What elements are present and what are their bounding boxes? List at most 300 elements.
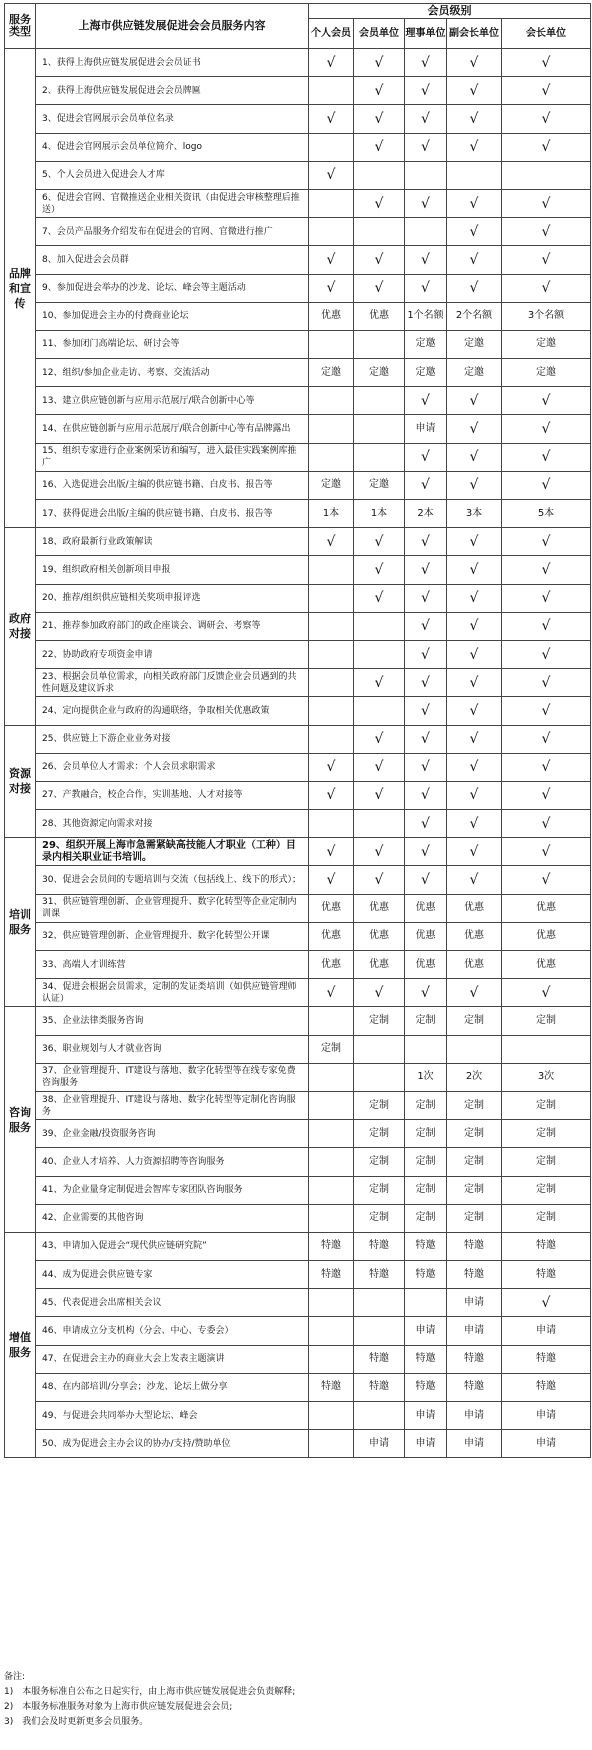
table-row xyxy=(5,471,591,499)
level-cell-president: 3个名额 xyxy=(502,302,591,330)
service-item-text: 37、企业管理提升、IT建设与落地、数字化转型等在线专家免费咨询服务 xyxy=(36,1063,309,1091)
table-row xyxy=(5,500,591,528)
level-cell-director: √ xyxy=(405,612,447,640)
service-item-text: 3、促进会官网展示会员单位名录 xyxy=(36,105,309,133)
level-cell-vice-president: 3本 xyxy=(447,500,502,528)
level-cell-director: √ xyxy=(405,838,447,866)
level-cell-personal: 特邀 xyxy=(309,1261,354,1289)
level-cell-vice-president xyxy=(447,1035,502,1063)
level-cell-member xyxy=(354,1317,405,1345)
level-cell-president: √ xyxy=(502,866,591,894)
level-cell-personal xyxy=(309,1317,354,1345)
level-cell-president: 优惠 xyxy=(502,951,591,979)
table-row xyxy=(5,1120,591,1148)
level-cell-director xyxy=(405,161,447,189)
table-row xyxy=(5,49,591,77)
level-cell-president: √ xyxy=(502,218,591,246)
service-item-text: 17、获得促进会出版/主编的供应链书籍、白皮书、报告等 xyxy=(36,500,309,528)
table-row xyxy=(5,1091,591,1119)
table-row xyxy=(5,77,591,105)
service-item-text: 21、推荐参加政府部门的政企座谈会、调研会、考察等 xyxy=(36,612,309,640)
level-cell-personal: 1本 xyxy=(309,500,354,528)
service-item-text: 46、申请成立分支机构（分会、中心、专委会） xyxy=(36,1317,309,1345)
level-cell-director: 定制 xyxy=(405,1204,447,1232)
level-cell-member: 优惠 xyxy=(354,302,405,330)
level-cell-president: 3次 xyxy=(502,1063,591,1091)
notes-title: 备注: xyxy=(4,1672,26,1682)
level-cell-personal xyxy=(309,443,354,471)
level-cell-president: √ xyxy=(502,725,591,753)
level-cell-vice-president: 定邀 xyxy=(447,359,502,387)
level-cell-member xyxy=(354,810,405,838)
level-cell-director xyxy=(405,1035,447,1063)
service-item-text: 47、在促进会主办的商业大会上发表主题演讲 xyxy=(36,1345,309,1373)
level-cell-personal xyxy=(309,1091,354,1119)
service-item-text: 43、申请加入促进会“现代供应链研究院” xyxy=(36,1232,309,1260)
level-cell-member: 定制 xyxy=(354,1091,405,1119)
level-cell-member: √ xyxy=(354,669,405,697)
service-item-text: 26、会员单位人才需求：个人会员求职需求 xyxy=(36,753,309,781)
level-cell-personal xyxy=(309,556,354,584)
level-cell-personal: √ xyxy=(309,753,354,781)
table-row xyxy=(5,979,591,1007)
level-cell-member xyxy=(354,218,405,246)
level-cell-personal xyxy=(309,1120,354,1148)
table-row xyxy=(5,810,591,838)
level-cell-member xyxy=(354,387,405,415)
level-cell-vice-president: 定制 xyxy=(447,1148,502,1176)
level-cell-member: 优惠 xyxy=(354,922,405,950)
level-cell-personal xyxy=(309,1402,354,1430)
level-cell-member: √ xyxy=(354,105,405,133)
level-cell-president: √ xyxy=(502,1289,591,1317)
level-cell-personal xyxy=(309,1063,354,1091)
level-cell-director: 定邀 xyxy=(405,359,447,387)
level-cell-director: 特邀 xyxy=(405,1261,447,1289)
level-cell-director: 特邀 xyxy=(405,1232,447,1260)
level-cell-member xyxy=(354,1063,405,1091)
category-cell: 培训服务 xyxy=(5,838,36,1007)
level-cell-president: √ xyxy=(502,387,591,415)
table-row xyxy=(5,1430,591,1458)
level-cell-vice-president: √ xyxy=(447,133,502,161)
service-item-text: 48、在内部培训/分享会；沙龙、论坛上做分享 xyxy=(36,1373,309,1401)
level-cell-president: 优惠 xyxy=(502,894,591,922)
service-item-text: 5、个人会员进入促进会人才库 xyxy=(36,161,309,189)
level-cell-personal: √ xyxy=(309,528,354,556)
service-item-text: 12、组织/参加企业走访、考察、交流活动 xyxy=(36,359,309,387)
table-row xyxy=(5,1035,591,1063)
level-cell-president: 定制 xyxy=(502,1176,591,1204)
level-cell-vice-president: 特邀 xyxy=(447,1345,502,1373)
level-cell-director: √ xyxy=(405,781,447,809)
level-cell-director: 优惠 xyxy=(405,922,447,950)
level-cell-vice-president: √ xyxy=(447,781,502,809)
level-cell-vice-president: √ xyxy=(447,612,502,640)
service-item-text: 31、供应链管理创新、企业管理提升、数字化转型等企业定制内训课 xyxy=(36,894,309,922)
level-cell-vice-president: 特邀 xyxy=(447,1232,502,1260)
level-cell-member: 申请 xyxy=(354,1430,405,1458)
level-cell-president: √ xyxy=(502,697,591,725)
service-item-text: 30、促进会会员间的专题培训与交流（包括线上、线下的形式）； xyxy=(36,866,309,894)
level-cell-president: 特邀 xyxy=(502,1261,591,1289)
level-cell-member: √ xyxy=(354,725,405,753)
service-item-text: 35、企业法律类服务咨询 xyxy=(36,1007,309,1035)
level-cell-member: √ xyxy=(354,979,405,1007)
level-cell-director: √ xyxy=(405,725,447,753)
level-cell-vice-president: 定制 xyxy=(447,1176,502,1204)
table-row xyxy=(5,922,591,950)
level-cell-president: √ xyxy=(502,49,591,77)
header-level-vice-president: 副会长单位 xyxy=(447,19,502,49)
level-cell-member: √ xyxy=(354,556,405,584)
level-cell-member: √ xyxy=(354,528,405,556)
level-cell-personal: √ xyxy=(309,838,354,866)
level-cell-director: √ xyxy=(405,471,447,499)
level-cell-director: 定制 xyxy=(405,1176,447,1204)
table-row xyxy=(5,1261,591,1289)
table-row xyxy=(5,1204,591,1232)
level-cell-director: √ xyxy=(405,669,447,697)
level-cell-personal xyxy=(309,640,354,668)
level-cell-director: 定制 xyxy=(405,1007,447,1035)
level-cell-personal: 特邀 xyxy=(309,1232,354,1260)
category-cell: 咨询服务 xyxy=(5,1007,36,1233)
level-cell-director: √ xyxy=(405,387,447,415)
level-cell-vice-president: 申请 xyxy=(447,1317,502,1345)
table-row xyxy=(5,894,591,922)
level-cell-member: √ xyxy=(354,866,405,894)
table-row xyxy=(5,105,591,133)
level-cell-personal xyxy=(309,1430,354,1458)
note-item-2: 2) 本服务标准服务对象为上海市供应链发展促进会会员; xyxy=(4,1702,233,1712)
level-cell-president: 定制 xyxy=(502,1007,591,1035)
level-cell-president: 定制 xyxy=(502,1148,591,1176)
service-item-text: 7、会员产品服务介绍发布在促进会的官网、官微进行推广 xyxy=(36,218,309,246)
level-cell-personal xyxy=(309,669,354,697)
level-cell-member xyxy=(354,612,405,640)
level-cell-personal xyxy=(309,330,354,358)
service-item-text: 34、促进会根据会员需求，定制的发证类培训（如供应链管理师认证） xyxy=(36,979,309,1007)
level-cell-vice-president: √ xyxy=(447,443,502,471)
level-cell-personal xyxy=(309,725,354,753)
level-cell-director: √ xyxy=(405,133,447,161)
level-cell-personal xyxy=(309,612,354,640)
level-cell-member: 定制 xyxy=(354,1007,405,1035)
table-row xyxy=(5,866,591,894)
level-cell-president xyxy=(502,161,591,189)
table-row xyxy=(5,612,591,640)
level-cell-director: 优惠 xyxy=(405,894,447,922)
level-cell-president: √ xyxy=(502,556,591,584)
level-cell-president: √ xyxy=(502,810,591,838)
level-cell-director: 特邀 xyxy=(405,1345,447,1373)
level-cell-director: √ xyxy=(405,697,447,725)
table-row xyxy=(5,274,591,302)
level-cell-director: 申请 xyxy=(405,1317,447,1345)
table-row xyxy=(5,781,591,809)
category-cell: 政府对接 xyxy=(5,528,36,725)
service-item-text: 36、职业规划与人才就业咨询 xyxy=(36,1035,309,1063)
table-row xyxy=(5,697,591,725)
service-document xyxy=(4,3,590,1458)
level-cell-member: 定制 xyxy=(354,1176,405,1204)
level-cell-member: 定制 xyxy=(354,1204,405,1232)
level-cell-personal xyxy=(309,697,354,725)
level-cell-member: √ xyxy=(354,49,405,77)
level-cell-director: 特邀 xyxy=(405,1373,447,1401)
level-cell-member xyxy=(354,697,405,725)
table-row xyxy=(5,528,591,556)
service-item-text: 22、协助政府专项资金申请 xyxy=(36,640,309,668)
service-item-text: 9、参加促进会举办的沙龙、论坛、峰会等主题活动 xyxy=(36,274,309,302)
table-row xyxy=(5,584,591,612)
table-row xyxy=(5,189,591,217)
level-cell-member xyxy=(354,1289,405,1317)
notes-section xyxy=(4,1670,590,1730)
level-cell-personal: 特邀 xyxy=(309,1373,354,1401)
service-item-text: 32、供应链管理创新、企业管理提升、数字化转型公开课 xyxy=(36,922,309,950)
level-cell-director: √ xyxy=(405,556,447,584)
level-cell-vice-president: 优惠 xyxy=(447,951,502,979)
service-item-text: 8、加入促进会会员群 xyxy=(36,246,309,274)
service-item-text: 16、入选促进会出版/主编的供应链书籍、白皮书、报告等 xyxy=(36,471,309,499)
level-cell-president: 特邀 xyxy=(502,1232,591,1260)
level-cell-vice-president: √ xyxy=(447,979,502,1007)
service-item-text: 15、组织专家进行企业案例采访和编写，进入最佳实践案例库推广 xyxy=(36,443,309,471)
level-cell-personal: √ xyxy=(309,246,354,274)
service-item-text: 25、供应链上下游企业业务对接 xyxy=(36,725,309,753)
level-cell-director: 申请 xyxy=(405,1430,447,1458)
table-row xyxy=(5,387,591,415)
note-item-1: 1) 本服务标准自公布之日起实行，由上海市供应链发展促进会负责解释; xyxy=(4,1687,296,1697)
level-cell-personal xyxy=(309,387,354,415)
level-cell-member xyxy=(354,1402,405,1430)
table-row xyxy=(5,1232,591,1260)
level-cell-personal xyxy=(309,1345,354,1373)
level-cell-personal: 定邀 xyxy=(309,471,354,499)
level-cell-director: √ xyxy=(405,810,447,838)
level-cell-vice-president: √ xyxy=(447,584,502,612)
service-item-text: 41、为企业量身定制促进会智库专家团队咨询服务 xyxy=(36,1176,309,1204)
table-row xyxy=(5,1345,591,1373)
level-cell-personal: 定邀 xyxy=(309,359,354,387)
service-item-text: 18、政府最新行业政策解读 xyxy=(36,528,309,556)
level-cell-president: 定制 xyxy=(502,1091,591,1119)
service-item-text: 45、代表促进会出席相关会议 xyxy=(36,1289,309,1317)
level-cell-vice-president: 申请 xyxy=(447,1402,502,1430)
service-item-text: 42、企业需要的其他咨询 xyxy=(36,1204,309,1232)
level-cell-personal xyxy=(309,133,354,161)
level-cell-vice-president: 定制 xyxy=(447,1091,502,1119)
level-cell-member: 定制 xyxy=(354,1120,405,1148)
table-row xyxy=(5,1373,591,1401)
level-cell-president: √ xyxy=(502,105,591,133)
level-cell-vice-president: √ xyxy=(447,77,502,105)
level-cell-vice-president: 优惠 xyxy=(447,894,502,922)
service-item-text: 40、企业人才培养、人力资源招聘等咨询服务 xyxy=(36,1148,309,1176)
level-cell-president: √ xyxy=(502,471,591,499)
table-row xyxy=(5,838,591,866)
service-item-text: 33、高端人才训练营 xyxy=(36,951,309,979)
service-item-text: 38、企业管理提升、IT建设与落地、数字化转型等定制化咨询服务 xyxy=(36,1091,309,1119)
table-row xyxy=(5,1063,591,1091)
service-item-text: 39、企业金融/投资服务咨询 xyxy=(36,1120,309,1148)
service-item-text: 6、促进会官网、官微推送企业相关资讯（由促进会审核整理后推送） xyxy=(36,189,309,217)
level-cell-president: √ xyxy=(502,133,591,161)
table-row xyxy=(5,359,591,387)
level-cell-president: √ xyxy=(502,753,591,781)
level-cell-director: √ xyxy=(405,866,447,894)
level-cell-vice-president: √ xyxy=(447,246,502,274)
level-cell-president: √ xyxy=(502,612,591,640)
level-cell-vice-president: 定制 xyxy=(447,1120,502,1148)
table-row xyxy=(5,161,591,189)
table-row xyxy=(5,640,591,668)
level-cell-director: 2本 xyxy=(405,500,447,528)
header-service-type: 服务类型 xyxy=(5,4,36,49)
level-cell-president: 优惠 xyxy=(502,922,591,950)
header-content-title: 上海市供应链发展促进会会员服务内容 xyxy=(36,4,309,49)
table-row xyxy=(5,1402,591,1430)
service-item-text: 49、与促进会共同举办大型论坛、峰会 xyxy=(36,1402,309,1430)
level-cell-vice-president: 特邀 xyxy=(447,1261,502,1289)
level-cell-vice-president: 定邀 xyxy=(447,330,502,358)
service-item-text: 20、推荐/组织供应链相关奖项申报评选 xyxy=(36,584,309,612)
level-cell-vice-president: √ xyxy=(447,753,502,781)
level-cell-vice-president: √ xyxy=(447,810,502,838)
table-row xyxy=(5,302,591,330)
level-cell-member xyxy=(354,161,405,189)
level-cell-vice-president: √ xyxy=(447,697,502,725)
level-cell-president: 定邀 xyxy=(502,359,591,387)
level-cell-vice-president: √ xyxy=(447,218,502,246)
level-cell-vice-president: √ xyxy=(447,471,502,499)
level-cell-director: √ xyxy=(405,584,447,612)
level-cell-director: 优惠 xyxy=(405,951,447,979)
note-item-3: 3) 我们会及时更新更多会员服务。 xyxy=(4,1717,149,1727)
level-cell-vice-president: √ xyxy=(447,49,502,77)
level-cell-member: √ xyxy=(354,133,405,161)
level-cell-member xyxy=(354,330,405,358)
service-item-text: 10、参加促进会主办的付费商业论坛 xyxy=(36,302,309,330)
level-cell-president: 特邀 xyxy=(502,1373,591,1401)
level-cell-personal xyxy=(309,1007,354,1035)
level-cell-member: √ xyxy=(354,189,405,217)
service-item-text: 13、建立供应链创新与应用示范展厅/联合创新中心等 xyxy=(36,387,309,415)
table-row xyxy=(5,415,591,443)
level-cell-president: √ xyxy=(502,979,591,1007)
level-cell-president: 定邀 xyxy=(502,330,591,358)
service-item-text: 24、定向提供企业与政府的沟通联络，争取相关优惠政策 xyxy=(36,697,309,725)
level-cell-director: √ xyxy=(405,274,447,302)
level-cell-president xyxy=(502,1035,591,1063)
level-cell-vice-president: 2个名额 xyxy=(447,302,502,330)
level-cell-director: √ xyxy=(405,753,447,781)
level-cell-personal xyxy=(309,584,354,612)
level-cell-vice-president: √ xyxy=(447,669,502,697)
level-cell-vice-president: √ xyxy=(447,105,502,133)
level-cell-personal: 优惠 xyxy=(309,951,354,979)
level-cell-director: √ xyxy=(405,105,447,133)
level-cell-member: 特邀 xyxy=(354,1232,405,1260)
header-level-personal: 个人会员 xyxy=(309,19,354,49)
table-row xyxy=(5,1289,591,1317)
level-cell-personal xyxy=(309,1289,354,1317)
level-cell-member xyxy=(354,415,405,443)
level-cell-vice-president: √ xyxy=(447,528,502,556)
table-row xyxy=(5,951,591,979)
level-cell-vice-president xyxy=(447,161,502,189)
table-row xyxy=(5,669,591,697)
level-cell-member: 优惠 xyxy=(354,894,405,922)
level-cell-personal xyxy=(309,77,354,105)
table-row xyxy=(5,1007,591,1035)
level-cell-president: √ xyxy=(502,584,591,612)
level-cell-vice-president: √ xyxy=(447,274,502,302)
level-cell-president: √ xyxy=(502,274,591,302)
level-cell-president: √ xyxy=(502,415,591,443)
level-cell-president: √ xyxy=(502,246,591,274)
level-cell-director: 定邀 xyxy=(405,330,447,358)
level-cell-president: √ xyxy=(502,640,591,668)
table-row xyxy=(5,218,591,246)
level-cell-vice-president: √ xyxy=(447,387,502,415)
header-level-director: 理事单位 xyxy=(405,19,447,49)
level-cell-member: √ xyxy=(354,838,405,866)
level-cell-director: √ xyxy=(405,49,447,77)
level-cell-vice-president: √ xyxy=(447,556,502,584)
level-cell-vice-president: 优惠 xyxy=(447,922,502,950)
category-cell: 品牌和宣传 xyxy=(5,49,36,528)
level-cell-director: 申请 xyxy=(405,415,447,443)
level-cell-director: √ xyxy=(405,189,447,217)
level-cell-personal: 定制 xyxy=(309,1035,354,1063)
table-row xyxy=(5,443,591,471)
level-cell-vice-president: √ xyxy=(447,725,502,753)
level-cell-personal xyxy=(309,218,354,246)
level-cell-personal: 优惠 xyxy=(309,894,354,922)
category-cell: 增值服务 xyxy=(5,1232,36,1458)
level-cell-member: √ xyxy=(354,753,405,781)
level-cell-member xyxy=(354,443,405,471)
service-item-text: 44、成为促进会供应链专家 xyxy=(36,1261,309,1289)
level-cell-member xyxy=(354,1035,405,1063)
level-cell-member: √ xyxy=(354,246,405,274)
service-table xyxy=(4,3,591,1458)
level-cell-president: √ xyxy=(502,189,591,217)
level-cell-member: 定邀 xyxy=(354,471,405,499)
table-row xyxy=(5,1317,591,1345)
level-cell-president: 申请 xyxy=(502,1317,591,1345)
level-cell-personal xyxy=(309,1204,354,1232)
level-cell-president: √ xyxy=(502,781,591,809)
service-item-text: 50、成为促进会主办会议的协办/支持/赞助单位 xyxy=(36,1430,309,1458)
table-row xyxy=(5,330,591,358)
service-item-text: 27、产教融合，校企合作，实训基地、人才对接等 xyxy=(36,781,309,809)
service-item-text: 19、组织政府相关创新项目申报 xyxy=(36,556,309,584)
level-cell-member: 特邀 xyxy=(354,1261,405,1289)
level-cell-vice-president: 2次 xyxy=(447,1063,502,1091)
header-level-president: 会长单位 xyxy=(502,19,591,49)
level-cell-personal: √ xyxy=(309,105,354,133)
level-cell-member: 特邀 xyxy=(354,1373,405,1401)
level-cell-member: √ xyxy=(354,584,405,612)
header-level-member: 会员单位 xyxy=(354,19,405,49)
level-cell-personal: √ xyxy=(309,274,354,302)
service-table-body xyxy=(5,49,591,1458)
level-cell-personal xyxy=(309,189,354,217)
